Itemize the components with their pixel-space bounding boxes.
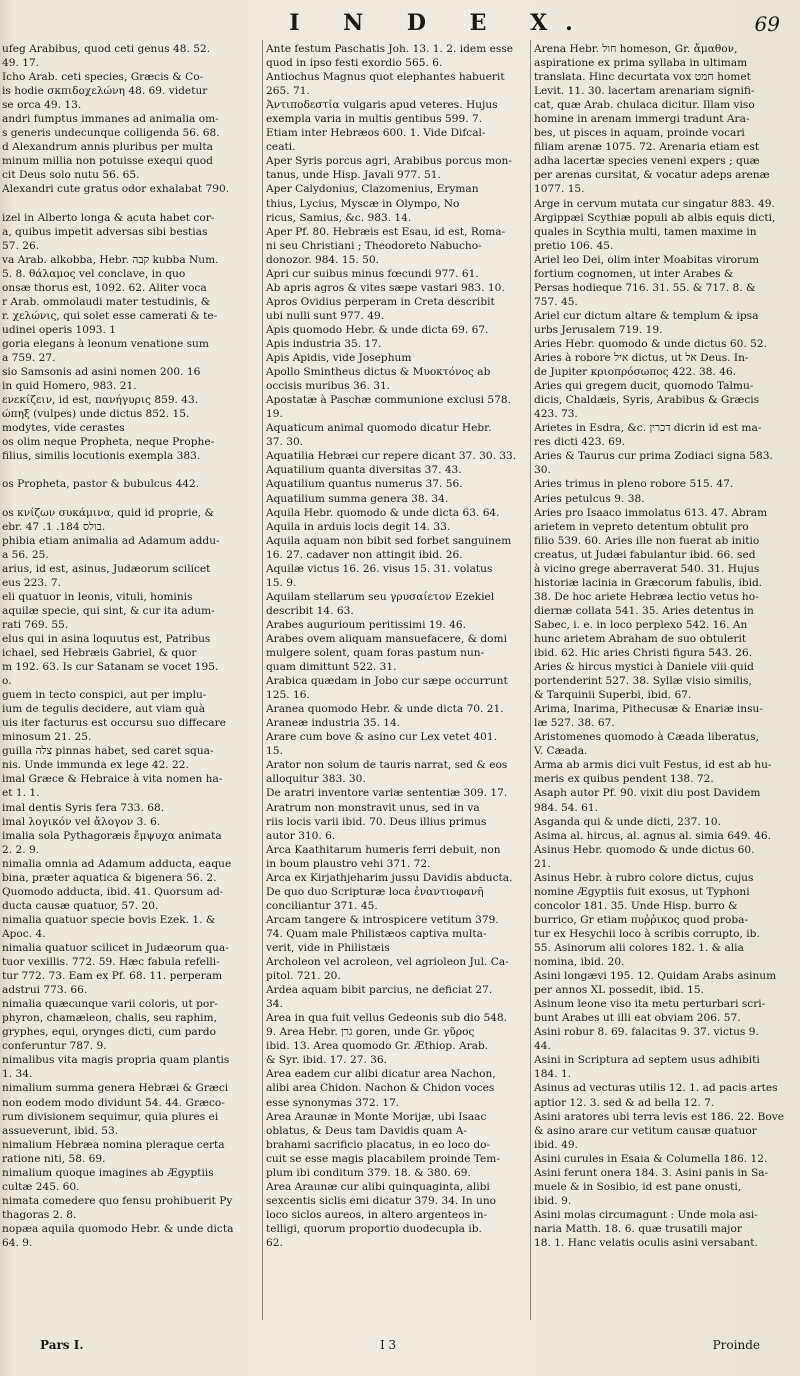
index-entry-line: arietem in vepreto detentum obtulit pro [534,520,749,533]
index-entry-line: imalia sola Pythagoræis ἔμψυχα animata [2,829,222,842]
index-entry-line: udinei operis 1093. 1 [2,323,116,336]
index-column-left [2,42,260,1342]
index-entry-line: meris ex quibus pendent 138. 72. [534,773,714,786]
index-entry-line: 15. [266,745,283,758]
column-rule-1 [262,40,263,1320]
index-entry-line: Area Araunæ cur alibi quinquaginta, alibi [266,1180,490,1193]
index-entry-line: arius, id est, asinus, Judæorum scilicet [2,562,211,575]
index-entry-line: a 759. 27. [2,352,56,365]
index-entry-line: Asini ferunt onera 184. 3. Asini panis in Sa- [534,1166,769,1179]
index-entry-line [2,492,260,506]
index-entry-line: cat, quæ Arab. chulaca dicitur. Illam viso [534,99,755,112]
index-entry-line: 757. 45. [534,295,578,308]
index-entry-line: Arare cum bove & asino cur Lex vetet 401. [266,731,498,744]
index-entry-line: Arabes ovem aliquam mansuefacere, & domi [266,632,507,645]
index-entry-line: Area eadem cur alibi dicatur area Nachon, [266,1068,496,1081]
index-entry-line: o. [2,675,12,688]
index-entry-line: quales in Scythia multi, tamen maxime in [534,225,757,238]
index-entry-line: homine in arenam immergi tradunt Ara- [534,113,750,126]
index-entry-line: uis iter facturus est occursu suo diffecare [2,717,226,730]
index-entry-line: Ab apris agros & vites sæpe vastari 983. 10. [266,281,505,294]
index-entry-line: 184. 1. [534,1068,572,1081]
index-entry-line: 5. 8. θάλαμος vel conclave, in quo [2,267,186,280]
index-entry-line: rati 769. 55. [2,618,69,631]
index-entry-line: Aquila in arduis locis degit 14. 33. [266,520,451,533]
index-entry-line: tanus, unde Hisp. Javali 977. 51. [266,169,441,182]
index-entry-line: nimalia omnia ad Adamum adducta, eaque [2,857,232,870]
index-entry-line: elus qui in asina loquutus est, Patribus [2,632,211,645]
index-entry-line: eli quatuor in leonis, vituli, hominis [2,590,193,603]
index-entry-line: riis locis varii ibid. 70. Deus illius primus [266,815,487,828]
index-entry-line: historiæ lacinia in Græcorum fabulis, ibid. [534,576,763,589]
index-entry-line: conciliantur 371. 45. [266,899,378,912]
index-entry-line: Apis industria 35. 17. [266,337,382,350]
index-entry-line: Apis Apidis, vide Josephum [266,352,412,365]
index-entry-line: muele & in Sosibio, id est pane onusti, [534,1180,742,1193]
index-entry-line: ibid. 49. [534,1138,578,1151]
index-entry-line: De aratri inventore variæ sententiæ 309. 17. [266,787,508,800]
index-entry-line: Aquila Hebr. quomodo & unde dicta 63. 64. [266,506,500,519]
index-entry-line: cultæ 245. 60. [2,1180,80,1193]
index-entry-line: Arge in cervum mutata cur singatur 883. 49. [534,197,775,210]
index-entry-line: dicis, Chaldæis, Syris, Arabibus & Græcis [534,394,760,407]
index-entry-line: Apis quomodo Hebr. & unde dicta 69. 67. [266,323,489,336]
index-entry-line: creatus, ut Judæi fabulantur ibid. 66. sed [534,548,756,561]
index-entry-line [2,463,260,477]
index-entry-line: Aries à robore איל dictus, ut אל Deus. In- [534,352,749,365]
index-entry-line: nopæa aquila quomodo Hebr. & unde dicta [2,1222,234,1235]
index-entry-line: Aratrum non monstravit unus, sed in va [266,801,480,814]
index-entry-line: 64. 9. [2,1236,33,1249]
index-entry-line: Aquila aquam non bibit sed forbet sanguinem [266,534,512,547]
page-header [0,10,800,40]
index-entry-line: ricus, Samius, &c. 983. 14. [266,211,412,224]
index-entry-line: Asima al. hircus, al. agnus al. simia 649. 46. [534,829,772,842]
index-entry-line: r Arab. ommolaudi mater testudinis, & [2,295,211,308]
index-entry-line: va Arab. alkobba, Hebr. קבה kubba Num. [2,253,219,266]
index-entry-line: De quo duo Scripturæ loca ἐναντιοφανῆ [266,885,484,898]
index-entry-line: de Jupiter κριοπρόσωπος 422. 38. 46. [534,366,737,379]
index-entry-line: pitol. 721. 20. [266,970,341,983]
index-entry-line: Arabica quædam in Jobo cur sæpe occurrunt [266,675,508,688]
index-entry-line: 34. [266,998,283,1011]
index-entry-line: loco siclos aureos, in altero argenteos in- [266,1208,488,1221]
index-entry-line: nis. Unde immunda ex lege 42. 22. [2,759,189,772]
index-entry-line: ενεκίζειν, id est, πανήγυρις 859. 43. [2,394,199,407]
running-head: I N D E X. [289,10,591,36]
index-entry-line: ratione niti, 58. 69. [2,1152,106,1165]
index-entry-line: per annos XL possedit, ibid. 15. [534,984,704,997]
index-entry-line: nimalium quoque imagines ab Ægyptiis [2,1166,214,1179]
index-entry-line: alloquitur 383. 30. [266,773,366,786]
gathering-mark: I 3 [380,1338,397,1352]
index-entry-line: 265. 71. [266,85,310,98]
index-entry-line: Arietes in Esdra, &c. דכרין dicrin id est ma- [534,422,762,435]
index-entry-line: Asini curules in Esaia & Columella 186. 12. [534,1152,768,1165]
index-entry-line: Argippæi Scythiæ populi ab albis equis dicti, [534,211,776,224]
index-entry-line: nimalium summa genera Hebræi & Græci [2,1082,229,1095]
index-entry-line: phyron, chamæleon, chalis, seu raphim, [2,1012,217,1025]
index-entry-line: Aper Pf. 80. Hebræis est Esau, id est, Roma- [266,225,506,238]
index-entry-line: ni seu Christiani ; Theodoreto Nabucho- [266,239,482,252]
index-entry-line: gryphes, equi, orynges dicti, cum pardo [2,1026,216,1039]
index-entry-line: 30. [534,464,551,477]
index-entry-line: rum divisionem sequimur, quia plures ei [2,1110,219,1123]
index-entry-line: a, quibus impetit adversas sibi bestias [2,225,208,238]
index-entry-line: filiam arenæ 1075. 72. Arenaria etiam est [534,141,760,154]
index-entry-line [534,1250,792,1264]
index-entry-line: Aper Syris porcus agri, Arabibus porcus mon- [266,155,512,168]
index-entry-line: læ 527. 38. 67. [534,717,615,730]
index-entry-line: Asini in Scriptura ad septem usus adhibiti [534,1054,760,1067]
index-entry-line: filio 539. 60. Aries ille non fuerat ab initio [534,534,760,547]
index-entry-line: Arcam tangere & introspicere vetitum 379. [266,913,499,926]
page-number: 69 [754,12,780,36]
index-entry-line: nimata comedere quo fensu prohibuerit Py [2,1194,233,1207]
index-entry-line: bes, ut pisces in aquam, proinde vocari [534,127,745,140]
index-entry-line: Persas hodieque 716. 31. 55. & 717. 8. & [534,281,756,294]
index-entry-line: 74. Quam male Philistæos captiva multa- [266,927,487,940]
index-entry-line: Aranea quomodo Hebr. & unde dicta 70. 21. [266,703,504,716]
index-entry-line: thagoras 2. 8. [2,1208,77,1221]
index-entry-line: ium de tegulis decidere, aut viam quà [2,703,206,716]
index-entry-line: 57. 26. [2,239,40,252]
index-entry-line: os Propheta, pastor & bubulcus 442. [2,478,200,491]
index-entry-line: is hodie σκπιδοχελώνη 48. 69. videtur [2,85,208,98]
index-entry-line: autor 310. 6. [266,829,336,842]
index-entry-line: Aquatilium quantus numerus 37. 56. [266,478,463,491]
index-entry-line: Aquilam stellarum seu γρυσαίετον Ezekiel [266,590,495,603]
index-entry-line: Araneæ industria 35. 14. [266,717,401,730]
index-entry-line: guilla צלה pinnas habet, sed caret squa- [2,745,214,758]
index-entry-line: 423. 73. [534,408,578,421]
index-entry-line: quam dimittunt 522. 31. [266,661,397,674]
index-entry-line: Aquaticum animal quomodo dicatur Hebr. [266,422,492,435]
index-entry-line: Aries & hircus mystici à Daniele viii quid [534,661,754,674]
index-entry-line: Aries Hebr. quomodo & unde dictus 60. 52. [534,337,767,350]
index-entry-line: 2. 2. 9. [2,843,40,856]
index-entry-line: Levit. 11. 30. lacertam arenariam signifi- [534,85,755,98]
index-entry-line: translata. Hinc decurtata vox חמט homet [534,71,751,84]
index-entry-line: ibid. 62. Hic aries Christi figura 543. 26. [534,647,753,660]
index-entry-line: Arca ex Kirjathjeharim jussu Davidis abducta. [266,871,513,884]
index-entry-line: 38. De hoc ariete Hebræa lectio vetus ho- [534,590,759,603]
index-entry-line: os olim neque Propheta, neque Prophe- [2,436,215,449]
index-entry-line: Arena Hebr. חול homeson, Gr. ἄμαθον, [534,43,738,55]
index-entry-line: Area Araunæ in Monte Morijæ, ubi Isaac [266,1110,487,1123]
index-entry-line: filius, similis locutionis exempla 383. [2,450,201,463]
index-entry-line: goria elegans à leonum venatione sum [2,337,209,350]
page-footer [0,1338,800,1368]
index-entry-line: Aper Calydonius, Clazomenius, Eryman [266,183,479,196]
index-entry-line: ufeg Arabibus, quod ceti genus 48. 52. [2,43,211,55]
index-entry-line: Aries petulcus 9. 38. [534,492,645,505]
index-entry-line: minosum 21. 25. [2,731,92,744]
index-entry-line: Arca Kaathitarum humeris ferri debuit, non [266,843,501,856]
index-entry-line: portenderint 527. 38. Syllæ visio similis, [534,675,752,688]
index-entry-line: Apros Ovidius perperam in Creta describit [266,295,495,308]
index-entry-line: Aquatilium quanta diversitas 37. 43. [266,464,462,477]
index-entry-line: quod in ipso festi exordio 565. 6. [266,57,443,70]
index-entry-line: ibid. 9. [534,1194,572,1207]
index-entry-line: & Tarquinii Superbi, ibid. 67. [534,689,692,702]
index-entry-line: onsæ thorus est, 1092. 62. Aliter voca [2,281,207,294]
index-entry-line: concolor 181. 35. Unde Hisp. burro & [534,899,738,912]
index-entry-line: Alexandri cute gratus odor exhalabat 790. [2,183,230,196]
index-entry-line: à vicino grege aberraverat 540. 31. Hujus [534,562,760,575]
index-entry-line: Ἀντιποδεστία vulgaris apud veteres. Hujus [266,99,498,112]
index-entry-line: os κνίζων συκάμινα, quid id proprie, & [2,506,214,519]
index-entry-line: nimalia quæcunque varii coloris, ut por- [2,998,218,1011]
index-entry-line: res dicti 423. 69. [534,436,626,449]
index-entry-line: a 56. 25. [2,548,49,561]
index-entry-line: ubi nulli sunt 977. 49. [266,309,385,322]
catchword: Proinde [712,1338,760,1352]
index-entry-line: guem in tecto conspici, aut per implu- [2,689,207,702]
index-entry-line: describit 14. 63. [266,604,354,617]
index-entry-line: Asini aratores ubi terra levis est 186. 22. Bove [534,1110,784,1123]
index-entry-line: Asinus ad vecturas utilis 12. 1. ad pacis artes [534,1082,778,1095]
index-entry-line: ichael, sed Hebræis Gabriel, & quor [2,647,197,660]
index-entry-line: Apri cur suibus minus fœcundi 977. 61. [266,267,479,280]
index-entry-line: adstrui 773. 66. [2,984,88,997]
index-entry-line: 21. [534,857,551,870]
index-entry-line [2,197,260,211]
index-entry-line: urbs Jerusalem 719. 19. [534,323,663,336]
index-entry-line: andri fumptus immanes ad animalia om- [2,113,219,126]
index-entry-line: Ardea aquam bibit parcius, ne deficiat 27. [266,984,493,997]
index-entry-line: 62. [266,1236,283,1249]
index-entry-line: diernæ collata 541. 35. Aries detentus in [534,604,754,617]
index-entry-line: ibid. 13. Area quomodo Gr. Æthiop. Arab. [266,1040,489,1053]
index-entry-line: phibia etiam animalia ad Adamum addu- [2,534,220,547]
index-entry-line: Asinum leone viso ita metu perturbari scri- [534,998,766,1011]
index-entry-line: nimalia quatuor specie bovis Ezek. 1. & [2,913,216,926]
index-column-right [534,42,792,1342]
index-entry-line: eus 223. 7. [2,576,61,589]
index-entry-line: aquilæ specie, qui sint, & cur ita adum- [2,604,215,617]
index-entry-line: Apollo Smintheus dictus & Μυοκτόνος ab [266,366,491,379]
index-entry-line: Asinus Hebr. à rubro colore dictus, cujus [534,871,754,884]
index-entry-line: esse synonymas 372. 17. [266,1096,400,1109]
index-entry-line: 1. 34. [2,1068,33,1081]
index-entry-line: Icho Arab. ceti species, Græcis & Co- [2,71,204,84]
index-entry-line: imal Græce & Hebraice à vita nomen ha- [2,773,223,786]
index-entry-line: Asini molas circumagunt : Unde mola asi- [534,1208,758,1221]
index-entry-line: Asinus Hebr. quomodo & unde dictus 60. [534,843,755,856]
index-entry-line: Antiochus Magnus quot elephantes habuerit [266,71,505,84]
index-entry-line: aspiratione ex prima syllaba in ultimam [534,57,748,70]
index-entry-line: per arenas cursitat, & vocatur adeps arenæ [534,169,770,182]
index-entry-line: tuor vexillis. 772. 59. Hæc fabula refelli- [2,956,220,969]
index-entry-line: verit, vide in Philistæis [266,942,390,954]
index-entry-line: Apostatæ à Paschæ communione exclusi 578. [266,394,512,407]
index-entry-line: alibi area Chidon. Nachon & Chidon voces [266,1082,495,1095]
index-entry-line: telligi, quorum proportio duodecupla ib. [266,1222,482,1235]
index-entry-line: imal dentis Syris fera 733. 68. [2,801,165,814]
index-entry-line: 37. 30. [266,436,304,449]
index-entry-line: ώπηξ (vulpes) unde dictus 852. 15. [2,408,190,421]
index-entry-line: burrico, Gr etiam πυῤῥικος quod proba- [534,913,749,926]
index-entry-line: plum ibi conditum 379. 18. & 380. 69. [266,1166,471,1179]
index-entry-line: nomine Ægyptiis fuit exosus, ut Typhoni [534,885,750,898]
index-entry-line: fortium cognomen, ut inter Arabes & [534,267,734,280]
index-entry-line: bunt Arabes ut illi eat obviam 206. 57. [534,1012,741,1025]
index-entry-line: donozor. 984. 15. 50. [266,253,379,266]
index-entry-line: Arator non solum de tauris narrat, sed & eos [266,759,508,772]
index-entry-line: 16. 27. cadaver non attingit ibid. 26. [266,548,463,561]
index-entry-line: non eodem modo dividunt 54. 44. Græco- [2,1096,225,1109]
index-entry-line: thius, Lycius, Myscæ in Olympo, No [266,197,460,210]
index-entry-line: Aquatilia Hebræi cur repere dicant 37. 30. 33. [266,450,517,463]
index-entry-line: Aries pro Isaaco immolatus 613. 47. Abram [534,506,768,519]
index-entry-line: exempla varia in multis gentibus 599. 7. [266,113,483,126]
index-entry-line: oblatus, & Deus tam Davidis quam A- [266,1124,468,1137]
index-entry-line: occisis muribus 36. 31. [266,380,391,393]
index-entry-line: Arima, Inarima, Pithecusæ & Enariæ insu- [534,703,763,716]
index-entry-line: naria Matth. 18. 6. quæ trusatili major [534,1222,742,1235]
index-entry-line: imal λογικόν vel ἄλογον 3. 6. [2,815,161,828]
index-entry-line: Aries trimus in pleno robore 515. 47. [534,478,734,491]
index-entry-line: Arabes augurioum peritissimi 19. 46. [266,618,466,631]
index-entry-line: ceati. [266,141,296,154]
index-entry-line: se orca 49. 13. [2,99,82,112]
index-entry-line: Ante festum Paschatis Joh. 13. 1. 2. idem esse [266,43,514,55]
index-entry-line: Asganda qui & unde dicti, 237. 10. [534,815,721,828]
index-entry-line: cit Deus solo nutu 56. 65. [2,169,140,182]
index-entry-line: Arma ab armis dici vult Festus, id est ab hu- [534,759,772,772]
index-entry-line: modytes, vide cerastes [2,422,125,435]
index-entry-line: V. Cæada. [534,745,588,758]
index-entry-line: ebr. בולס 184. 1. 47. [2,520,106,533]
index-entry-line: 44. [534,1040,551,1053]
index-entry-line: conferuntur 787. 9. [2,1040,107,1053]
index-entry-line: Aquilæ victus 16. 26. visus 15. 31. volatus [266,562,493,575]
index-entry-line: 19. [266,408,283,421]
index-entry-line: et 1. 1. [2,787,40,800]
index-entry-line: Ariel cur dictum altare & templum & ipsa [534,309,759,322]
index-entry-line: in boum plaustro vehi 371. 72. [266,857,431,870]
index-entry-line: Apoc. 4. [2,927,46,940]
index-entry-line: adha lacertæ species veneni expers ; quæ [534,155,760,168]
index-entry-line: Ariel leo Dei, olim inter Moabitas virorum [534,253,759,266]
index-entry-line: sio Samsonis ad asini nomen 200. 16 [2,366,201,379]
index-entry-line: ducta causæ quatuor, 57. 20. [2,899,159,912]
index-entry-line: Asini longævi 195. 12. Quidam Arabs asinum [534,970,777,983]
index-entry-line: brahami sacrificio placatus, in eo loco do- [266,1138,491,1151]
index-entry-line: Aristomenes quomodo à Cæada liberatus, [534,731,759,744]
index-entry-line: 18. 1. Hanc velatis oculis asini versabant. [534,1236,758,1249]
index-entry-line: 125. 16. [266,689,310,702]
index-entry-line: m 192. 63. Is cur Satanam se vocet 195. [2,661,219,674]
index-entry-line: Area in qua fuit vellus Gedeonis sub dio 548. [266,1012,508,1025]
index-entry-line: aptior 12. 3. sed & ad bella 12. 7. [534,1096,715,1109]
index-entry-line: Aries & Taurus cur prima Zodiaci signa 583. [534,450,773,463]
index-entry-line: & Syr. ibid. 17. 27. 36. [266,1054,388,1067]
index-entry-line: Asaph autor Pf. 90. vixit diu post Davidem [534,787,761,800]
index-entry-line: d Alexandrum annis pluribus per multa [2,141,213,154]
index-entry-line: assueverunt, ibid. 53. [2,1124,119,1137]
index-entry-line: 49. 17. [2,57,40,70]
index-entry-line: 9. Area Hebr. גרן goren, unde Gr. γῦρος [266,1026,475,1039]
index-entry-line: 984. 54. 61. [534,801,599,814]
column-rule-2 [530,40,531,1320]
index-entry-line: Archoleon vel acroleon, vel agrioleon Jul. Ca- [266,956,509,969]
index-entry-line: nimalium Hebræa nomina pleraque certa [2,1138,225,1151]
index-entry-line: 1077. 15. [534,183,585,196]
index-entry-line: Quomodo adducta, ibid. 41. Quorsum ad- [2,885,224,898]
index-entry-line: pretio 106. 45. [534,239,614,252]
index-entry-line: in quid Homero, 983. 21. [2,380,137,393]
index-entry-line: bina, præter aquatica & bigenera 56. 2. [2,871,217,884]
index-entry-line: sexcentis siclis emi dicatur 379. 34. In uno [266,1194,497,1207]
index-entry-line: mulgere solent, quam foras pastum nun- [266,647,485,660]
index-entry-line: minum millia non potuisse exequi quod [2,155,213,168]
index-entry-line: tur 772. 73. Eam ex Pf. 68. 11. perperam [2,970,223,983]
index-entry-line: hunc arietem Abraham de suo obtulerit [534,632,747,645]
index-column-middle [266,42,528,1342]
index-entry-line: s generis undecunque colligenda 56. 68. [2,127,220,140]
index-entry-line: Aries qui gregem ducit, quomodo Talmu- [534,380,754,393]
index-entry-line: tur ex Hesychii loco à scribis corrupto, ib. [534,927,760,940]
index-entry-line: Asini robur 8. 69. falacitas 9. 37. victus 9. [534,1026,759,1039]
index-entry-line: r. χελώνις, qui solet esse camerati & te- [2,309,218,322]
index-entry-line: nomina, ibid. 20. [534,956,625,969]
index-entry-line: Aquatilium summa genera 38. 34. [266,492,449,505]
index-entry-line: izel in Alberto longa & acuta habet cor- [2,211,215,224]
index-entry-line: nimalia quatuor scilicet in Judæorum qua- [2,942,229,954]
index-entry-line: Sabec, i. e. in loco perplexo 542. 16. An [534,618,748,631]
signature-mark: Pars I. [40,1338,84,1352]
index-entry-line: 15. 9. [266,576,297,589]
index-entry-line: nimalibus vita magis propria quam plantis [2,1054,230,1067]
index-entry-line: & asino arare cur vetitum causæ quatuor [534,1124,757,1137]
index-entry-line: Etiam inter Hebræos 600. 1. Vide Difcal- [266,127,486,140]
index-entry-line: cuit se esse magis placabilem proinde Tem- [266,1152,500,1165]
index-entry-line: 55. Asinorum alii colores 182. 1. & alia [534,942,744,954]
